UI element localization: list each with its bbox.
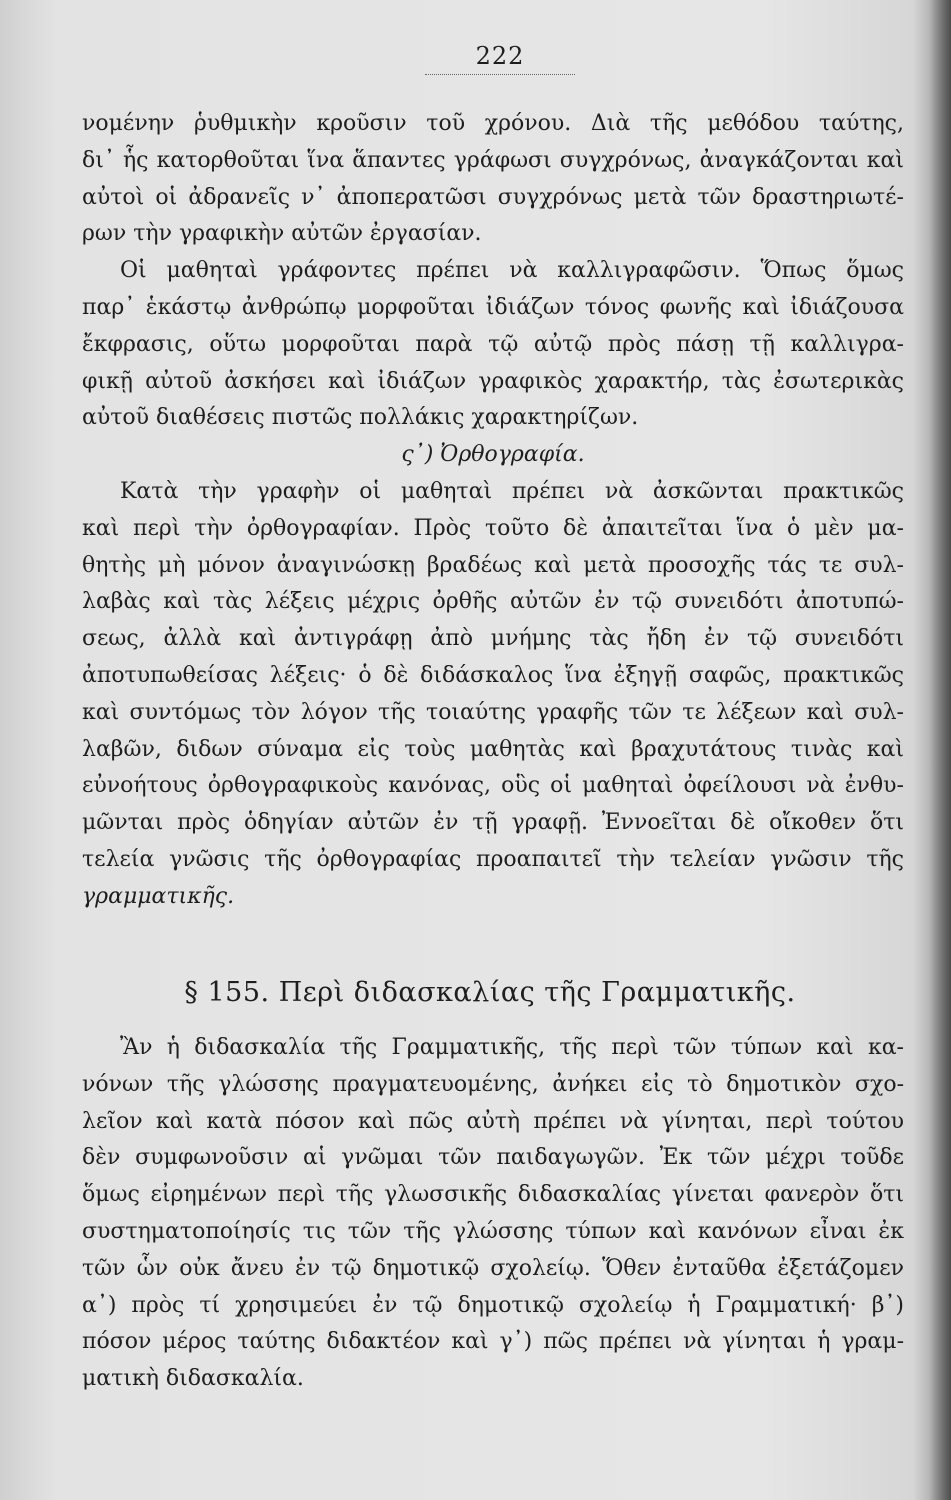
section-heading: § 155. Περὶ διδασκαλίας τῆς Γραμματικῆς. [184, 977, 796, 1008]
text-line: Οἱ μαθηταὶ γράφοντες πρέπει νὰ καλλιγραφῶσιν. Ὅπως ὅμως [120, 258, 904, 284]
text-line: πόσον μέρος ταύτης διδακτέον καὶ γ᾿) πῶς πρέπει νὰ γίνηται ἡ γραμ- [82, 1329, 904, 1355]
text-line: δι᾿ ἧς κατορθοῦται ἵνα ἅπαντες γράφωσι συγχρόνως, ἀναγκάζονται καὶ [82, 147, 904, 173]
text-line: μῶνται πρὸς ὁδηγίαν αὐτῶν ἐν τῇ γραφῇ. Ἐννοεῖται δὲ οἴκοθεν ὅτι [82, 810, 904, 836]
text-line: συστηματοποίησίς τις τῶν τῆς γλώσσης τύπων καὶ κανόνων εἶναι ἐκ [82, 1218, 904, 1244]
text-line: γραμματικῆς. [82, 883, 235, 909]
text-line: εὐνοήτους ὀρθογραφικοὺς κανόνας, οὓς οἱ μαθηταὶ ὀφείλουσι νὰ ἐνθυ- [82, 773, 904, 799]
subsection-heading: ς᾿) Ὀρθογραφία. [401, 442, 585, 468]
text-line: φικῇ αὐτοῦ ἀσκήσει καὶ ἰδιάζων γραφικὸς χαρακτήρ, τὰς ἐσωτερικὰς [82, 368, 904, 394]
page-edge-shadow [929, 0, 951, 1500]
text-line: ὅμως εἰρημένων περὶ τῆς γλωσσικῆς διδασκαλίας γίνεται φανερὸν ὅτι [82, 1182, 904, 1208]
text-line: αὐτοῦ διαθέσεις πιστῶς πολλάκις χαρακτηρίζων. [82, 405, 639, 431]
text-line: λαβῶν, διδων σύναμα εἰς τοὺς μαθητὰς καὶ βραχυτάτους τινὰς καὶ [82, 736, 904, 762]
header-rule [425, 74, 575, 75]
text-line: Κατὰ τὴν γραφὴν οἱ μαθηταὶ πρέπει νὰ ἀσκῶνται πρακτικῶς [120, 478, 904, 504]
text-line: τῶν ὧν οὐκ ἄνευ ἐν τῷ δημοτικῷ σχολείῳ. Ὅθεν ἐνταῦθα ἐξετάζομεν [82, 1255, 904, 1281]
text-line: δὲν συμφωνοῦσιν αἱ γνῶμαι τῶν παιδαγωγῶν. Ἐκ τῶν μέχρι τοῦδε [82, 1145, 904, 1171]
text-line: θητὴς μὴ μόνον ἀναγινώσκῃ βραδέως καὶ μετὰ προσοχῆς τάς τε συλ- [82, 552, 904, 578]
text-line: νόνων τῆς γλώσσης πραγματευομένης, ἀνήκει εἰς τὸ δημοτικὸν σχο- [82, 1071, 904, 1097]
text-line: α᾿) πρὸς τί χρησιμεύει ἐν τῷ δημοτικῷ σχολείῳ ἡ Γραμματική· β᾿) [82, 1292, 904, 1318]
text-line: παρ᾿ ἑκάστῳ ἀνθρώπῳ μορφοῦται ἰδιάζων τόνος φωνῆς καὶ ἰδιάζουσα [82, 294, 904, 320]
text-line: ἔκφρασις, οὕτω μορφοῦται παρὰ τῷ αὐτῷ πρὸς πάσῃ τῇ καλλιγρα- [82, 331, 904, 357]
text-line: νομένην ῥυθμικὴν κροῦσιν τοῦ χρόνου. Διὰ τῆς μεθόδου ταύτης, [82, 111, 904, 136]
text-line: ἀποτυπωθείσας λέξεις· ὁ δὲ διδάσκαλος ἵνα ἐξηγῇ σαφῶς, πρακτικῶς [82, 662, 904, 688]
text-line: σεως, ἀλλὰ καὶ ἀντιγράφῃ ἀπὸ μνήμης τὰς ἤδη ἐν τῷ συνειδότι [82, 626, 904, 652]
text-line: καὶ περὶ τὴν ὀρθογραφίαν. Πρὸς τοῦτο δὲ ἀπαιτεῖται ἵνα ὁ μὲν μα- [82, 515, 904, 541]
page-number: 222 [475, 42, 525, 70]
text-line: λεῖον καὶ κατὰ πόσον καὶ πῶς αὐτὴ πρέπει νὰ γίνηται, περὶ τούτου [82, 1108, 904, 1134]
text-line: καὶ συντόμως τὸν λόγον τῆς τοιαύτης γραφῆς τῶν τε λέξεων καὶ συλ- [82, 699, 904, 725]
text-line: Ἂν ἡ διδασκαλία τῆς Γραμματικῆς, τῆς περὶ τῶν τύπων καὶ κα- [120, 1035, 904, 1060]
text-line: τελεία γνῶσις τῆς ὀρθογραφίας προαπαιτεῖ τὴν τελείαν γνῶσιν τῆς [82, 846, 904, 872]
body-text-block-2 [82, 1030, 904, 1398]
text-line: ματικὴ διδασκαλία. [82, 1366, 304, 1392]
text-line: λαβὰς καὶ τὰς λέξεις μέχρις ὀρθῆς αὐτῶν ἐν τῷ συνειδότι ἀποτυπώ- [82, 589, 904, 615]
body-text-block-1 [82, 106, 904, 916]
text-line: ρων τὴν γραφικὴν αὐτῶν ἐργασίαν. [82, 221, 482, 247]
text-line: αὐτοὶ οἱ ἀδρανεῖς ν᾿ ἀποπερατῶσι συγχρόνως μετὰ τῶν δραστηριωτέ- [82, 184, 904, 210]
